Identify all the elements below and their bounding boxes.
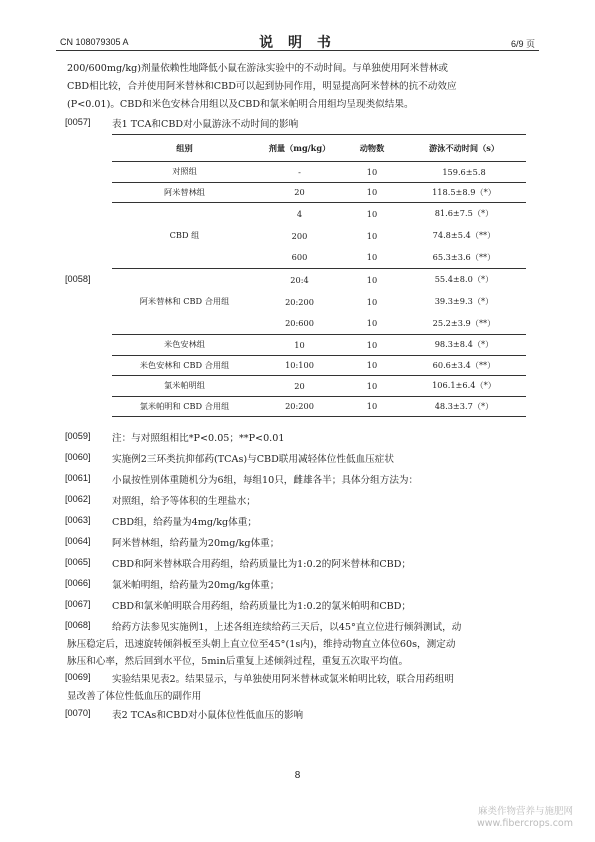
table-row xyxy=(112,376,526,397)
table1-cell-group: 阿米替林和 CBD 合用组 xyxy=(112,269,257,335)
table-row xyxy=(112,269,526,291)
table1-cell-dose: 200 xyxy=(291,230,308,241)
para-number-0062: [0062] xyxy=(65,494,91,504)
table1-cell-n: 10 xyxy=(342,203,402,225)
table1-cell-group: 米色安林组 xyxy=(112,335,257,356)
para-text-0060: 实施例2三环类抗抑郁药(TCAs)与CBD联用减轻体位性低血压症状 xyxy=(112,454,394,465)
table1-cell-time: 55.4±8.0（*） xyxy=(402,269,526,291)
para-0069-line-2: 显改善了体位性低血压的副作用 xyxy=(67,691,202,702)
table1-header: 动物数 xyxy=(342,135,402,162)
watermark xyxy=(423,806,573,830)
table1-cell-dose: 20:200 xyxy=(257,396,342,417)
table1-cell-dose: 20 xyxy=(257,376,342,397)
table1-cell-dose: 10 xyxy=(257,335,342,356)
table1-cell-dose: 20 xyxy=(257,182,342,203)
table1-cell-time: 81.6±7.5（*） xyxy=(402,203,526,225)
table1-cell-n: 10 xyxy=(342,269,402,291)
table-row xyxy=(112,355,526,376)
para-number-0070: [0070] xyxy=(65,708,91,718)
table1-cell-dose: 600 xyxy=(291,252,308,263)
para-0069-line-1: 实验结果见表2。结果显示，与单独使用阿米替林或氯米帕明比较，联合用药组明 xyxy=(112,674,454,685)
table2-caption: 表2 TCAs和CBD对小鼠体位性低血压的影响 xyxy=(112,710,304,721)
table1-cell-n: 10 xyxy=(342,396,402,417)
table1-cell-n: 10 xyxy=(342,335,402,356)
para-number-0065: [0065] xyxy=(65,557,91,567)
watermark-line-1: 麻类作物营养与施肥网 xyxy=(477,806,573,817)
table1-cell-time: 39.3±9.3（*） xyxy=(434,296,494,306)
table1-cell-dose: 10:100 xyxy=(257,355,342,376)
para-text-0062: 对照组，给予等体积的生理盐水； xyxy=(112,496,256,507)
table1-cell-time: 159.6±5.8 xyxy=(442,166,486,177)
table1-header-row xyxy=(112,135,526,162)
table1-cell-n: 10 xyxy=(366,296,378,307)
table1-cell-time: 106.1±6.4（*） xyxy=(402,376,526,397)
para-text-0067: CBD和氯米帕明联合用药组，给药质量比为1:0.2的氯米帕明和CBD； xyxy=(112,601,412,612)
table1-cell-group: 氯米帕明组 xyxy=(112,376,257,397)
table1-caption: 表1 TCA和CBD对小鼠游泳不动时间的影响 xyxy=(112,119,299,130)
intro-line-1: 200/600mg/kg)剂量依赖性地降低小鼠在游泳实验中的不动时间。与单独使用阿米替林或 xyxy=(67,63,449,74)
table-row xyxy=(112,162,526,183)
para-number-0066: [0066] xyxy=(65,578,91,588)
table1-cell-time: 60.6±3.4（**） xyxy=(402,355,526,376)
table1-cell-group: 氯米帕明和 CBD 合用组 xyxy=(112,396,257,417)
table-row xyxy=(112,182,526,203)
table1-cell-group: CBD 组 xyxy=(112,203,257,269)
para-0068-line-1: 给药方法参见实施例1，上述各组连续给药三天后，以45°直立位进行倾斜测试，动 xyxy=(112,622,462,633)
para-number-0058: [0058] xyxy=(65,274,91,284)
table1-cell-group: 米色安林和 CBD 合用组 xyxy=(112,355,257,376)
para-number-0069: [0069] xyxy=(65,672,91,682)
table1-cell-n: 10 xyxy=(342,182,402,203)
table1-cell-dose: 20:200 xyxy=(285,296,314,307)
para-0068-line-3: 脉压和心率，然后回到水平位，5min后重复上述倾斜过程，重复五次取平均值。 xyxy=(67,656,409,667)
table1-header: 剂量（mg/kg） xyxy=(257,135,342,162)
para-number-0068: [0068] xyxy=(65,620,91,630)
table1-cell-n: 10 xyxy=(366,252,378,263)
table-row xyxy=(112,203,526,225)
table1-cell-n: 10 xyxy=(366,166,378,177)
table1-cell-n: 10 xyxy=(366,318,378,329)
table1-cell-dose: - xyxy=(298,166,301,177)
table1-header: 游泳不动时间（s） xyxy=(402,135,526,162)
para-number-0059: [0059] xyxy=(65,431,91,441)
para-number-0064: [0064] xyxy=(65,536,91,546)
para-text-0059: 注：与对照组相比*P<0.05；**P<0.01 xyxy=(112,433,285,444)
document-title: 说 明 书 xyxy=(259,35,336,51)
para-text-0064: 阿米替林组，给药量为20mg/kg体重； xyxy=(112,538,280,549)
table1-cell-dose: 20:600 xyxy=(285,318,314,329)
table1-cell-time: 48.3±3.7（*） xyxy=(402,396,526,417)
table1-header: 组别 xyxy=(112,135,257,162)
para-number-0060: [0060] xyxy=(65,452,91,462)
para-number-0057: [0057] xyxy=(65,117,91,127)
table1-cell-dose: 4 xyxy=(257,203,342,225)
para-0068-line-2: 脉压稳定后，迅速旋转倾斜板至头朝上直立位至45°(1s内)，维持动物直立体位60s，测定动 xyxy=(67,639,456,650)
intro-line-2: CBD相比较，合并使用阿米替林和CBD可以起到协同作用，明显提高阿米替林的抗不动效应 xyxy=(67,81,457,92)
table1-cell-time: 65.3±3.6（**） xyxy=(432,251,496,262)
page-number: 8 xyxy=(294,770,301,781)
table1-cell-time: 118.5±8.9（*） xyxy=(402,182,526,203)
table1-cell-time: 98.3±8.4（*） xyxy=(402,335,526,356)
table1-cell-time: 74.8±5.4（**） xyxy=(432,230,496,240)
para-text-0065: CBD和阿米替林联合用药组，给药质量比为1:0.2的阿米替林和CBD； xyxy=(112,559,412,570)
para-number-0061: [0061] xyxy=(65,473,91,483)
table1-cell-time: 25.2±3.9（**） xyxy=(432,317,496,328)
page-header xyxy=(56,30,539,51)
para-text-0066: 氯米帕明组，给药量为20mg/kg体重； xyxy=(112,580,280,591)
para-number-0063: [0063] xyxy=(65,515,91,525)
para-number-0067: [0067] xyxy=(65,599,91,609)
intro-line-3: (P<0.01)。CBD和米色安林合用组以及CBD和氯米帕明合用组均呈现类似结果。 xyxy=(67,99,414,110)
para-text-0063: CBD组，给药量为4mg/kg体重； xyxy=(112,517,257,528)
table1-cell-n: 10 xyxy=(366,230,378,241)
table1-cell-group: 对照组 xyxy=(172,166,197,177)
page-indicator: 6/9 页 xyxy=(510,39,535,49)
para-text-0061: 小鼠按性别体重随机分为6组，每组10只，雌雄各半；具体分组方法为： xyxy=(112,475,419,486)
table1-cell-group: 阿米替林组 xyxy=(112,182,257,203)
document-number: CN 108079305 A xyxy=(60,37,129,47)
table1-cell-n: 10 xyxy=(342,355,402,376)
table1-cell-n: 10 xyxy=(342,376,402,397)
table-row xyxy=(112,396,526,417)
watermark-line-2: www.fibercrops.com xyxy=(476,818,573,829)
table1-cell-dose: 20:4 xyxy=(257,269,342,291)
table-row xyxy=(112,335,526,356)
table1 xyxy=(112,134,526,417)
